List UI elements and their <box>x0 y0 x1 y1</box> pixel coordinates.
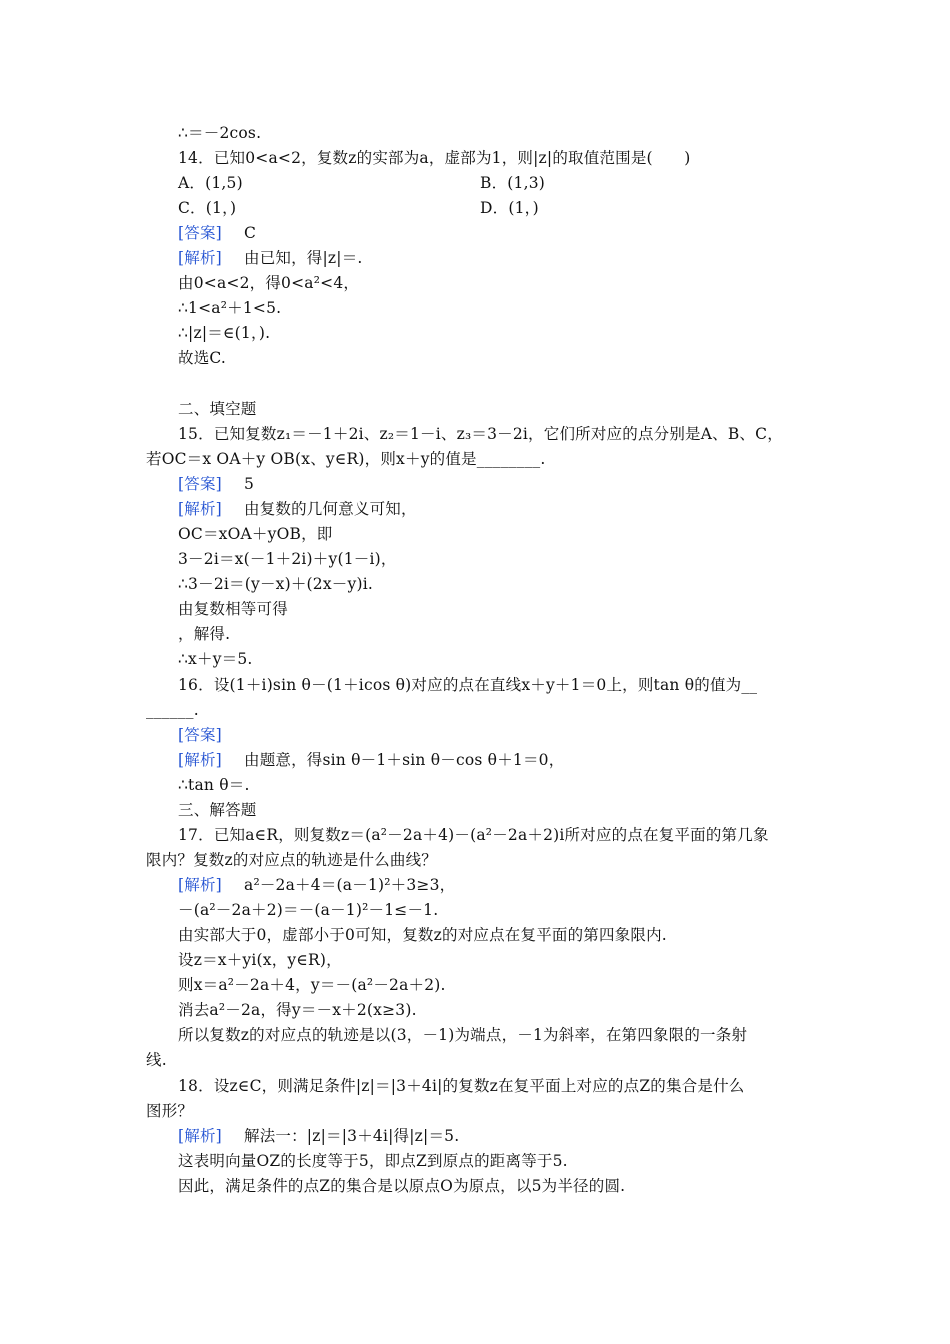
text-line: ∴3－2i＝(y－x)＋(2x－y)i. <box>178 575 373 593</box>
analysis-text: 由题意，得sin θ－1＋sin θ－cos θ＋1＝0， <box>244 751 565 769</box>
option-a: A．(1,5) <box>178 174 243 192</box>
question-15: 15．已知复数z₁＝－1＋2i、z₂＝1－i、z₃＝3－2i，它们所对应的点分别是A、B、C， <box>178 425 783 443</box>
text-line: ∴x＋y＝5. <box>178 650 253 668</box>
question-16: 16．设(1＋i)sin θ－(1＋icos θ)对应的点在直线x＋y＋1＝0上，则tan θ的值为__ <box>178 676 758 694</box>
section-heading: 二、填空题 <box>178 400 257 418</box>
text-line: 线. <box>146 1051 167 1069</box>
text-line: ，解得. <box>178 625 231 643</box>
text-line: －(a²－2a＋2)＝－(a－1)²－1≤－1. <box>178 901 439 919</box>
analysis-tag: [解析] <box>178 751 222 769</box>
option-d: D．(1，) <box>480 199 539 217</box>
question-15-cont: 若OC＝x OA＋y OB(x、y∈R)，则x＋y的值是________. <box>146 450 546 468</box>
analysis-text: 由复数的几何意义可知， <box>244 500 417 518</box>
text-line: ∴＝－2cos. <box>178 124 262 142</box>
text-line: 所以复数z的对应点的轨迹是以(3，－1)为端点，－1为斜率，在第四象限的一条射 <box>178 1026 748 1044</box>
analysis-tag: [解析] <box>178 876 222 894</box>
question-17: 17．已知a∈R，则复数z＝(a²－2a＋4)－(a²－2a＋2)i所对应的点在复平面的第几象 <box>178 826 769 844</box>
question-18: 18．设z∈C，则满足条件|z|＝|3＋4i|的复数z在复平面上对应的点Z的集合是什么 <box>178 1077 745 1095</box>
answer-value: 5 <box>244 475 255 493</box>
question-17-cont: 限内？复数z的对应点的轨迹是什么曲线？ <box>146 851 437 869</box>
text-line: 则x＝a²－2a＋4，y＝－(a²－2a＋2). <box>178 976 446 994</box>
text-line: ∴1<a²＋1<5. <box>178 299 282 317</box>
text-line: ∴|z|＝∈(1，). <box>178 324 271 342</box>
text-line: 由实部大于0，虚部小于0可知，复数z的对应点在复平面的第四象限内. <box>178 926 667 944</box>
analysis-text: a²－2a＋4＝(a－1)²＋3≥3， <box>244 876 456 894</box>
answer-tag: [答案] <box>178 475 222 493</box>
section-heading: 三、解答题 <box>178 801 257 819</box>
answer-tag: [答案] <box>178 726 222 744</box>
option-c: C．(1，) <box>178 199 237 217</box>
analysis-tag: [解析] <box>178 1127 222 1145</box>
question-16-cont: ______. <box>146 701 199 719</box>
text-line: OC＝xOA＋yOB，即 <box>178 525 333 543</box>
question-14: 14．已知0<a<2，复数z的实部为a，虚部为1，则|z|的取值范围是( ) <box>178 149 691 167</box>
analysis-tag: [解析] <box>178 500 222 518</box>
text-line: 由复数相等可得 <box>178 600 288 618</box>
option-b: B．(1,3) <box>480 174 546 192</box>
text-line: 设z＝x＋yi(x，y∈R)， <box>178 951 342 969</box>
question-18-cont: 图形？ <box>146 1102 194 1120</box>
text-line: 由0<a<2，得0<a²<4， <box>178 274 360 292</box>
text-line: 因此，满足条件的点Z的集合是以原点O为原点，以5为半径的圆. <box>178 1177 626 1195</box>
text-line: 消去a²－2a，得y＝－x＋2(x≥3). <box>178 1001 417 1019</box>
answer-tag: [答案] <box>178 224 222 242</box>
analysis-text: 解法一：|z|＝|3＋4i|得|z|＝5. <box>244 1127 460 1145</box>
text-line: 这表明向量OZ的长度等于5，即点Z到原点的距离等于5. <box>178 1152 568 1170</box>
analysis-tag: [解析] <box>178 249 222 267</box>
text-line: ∴tan θ＝. <box>178 776 250 794</box>
analysis-text: 由已知，得|z|＝. <box>244 249 363 267</box>
answer-value: C <box>244 224 257 242</box>
text-line: 故选C. <box>178 349 227 367</box>
text-line: 3－2i＝x(－1＋2i)＋y(1－i)， <box>178 550 397 568</box>
